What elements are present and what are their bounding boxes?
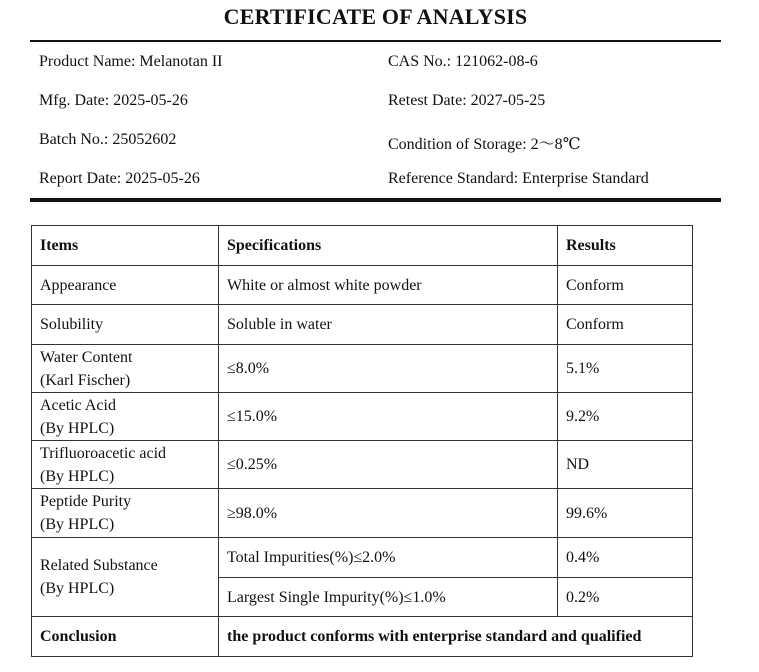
item-method: (Karl Fischer) [40, 371, 131, 389]
spec-cell: ≤0.25% [219, 441, 558, 489]
spec-cell: ≤8.0% [219, 345, 558, 393]
item-cell [32, 345, 219, 393]
spec-cell: Largest Single Impurity(%)≤1.0% [219, 578, 558, 617]
result-cell: Conform [558, 305, 693, 345]
result-cell: 0.2% [558, 578, 693, 617]
item-cell [32, 393, 219, 441]
table-row [32, 305, 693, 345]
analysis-table [31, 225, 693, 657]
conclusion-row [32, 617, 693, 657]
item-cell [32, 441, 219, 489]
spec-cell: Soluble in water [219, 305, 558, 345]
result-cell: 5.1% [558, 345, 693, 393]
item-cell: Appearance [32, 266, 219, 305]
spec-cell: ≤15.0% [219, 393, 558, 441]
item-name: Acetic Acid [40, 396, 116, 414]
table-row [32, 266, 693, 305]
table-row [32, 393, 693, 441]
batch-number: Batch No.: 25052602 [39, 131, 177, 148]
result-cell: ND [558, 441, 693, 489]
product-name: Product Name: Melanotan II [39, 53, 223, 70]
table-row [32, 345, 693, 393]
item-cell: Solubility [32, 305, 219, 345]
cas-number: CAS No.: 121062-08-6 [388, 53, 538, 70]
header-bottom-rule [30, 198, 721, 202]
table-row [32, 489, 693, 538]
item-name: Peptide Purity [40, 493, 132, 510]
item-name: Related Substance [40, 557, 158, 574]
header-top-rule [30, 40, 721, 42]
conclusion-label: Conclusion [32, 617, 219, 657]
item-method: (By HPLC) [40, 580, 115, 597]
item-cell [32, 538, 219, 617]
table-row [32, 538, 693, 578]
reference-standard: Reference Standard: Enterprise Standard [388, 170, 649, 187]
retest-date: Retest Date: 2027-05-25 [388, 92, 546, 109]
item-name: Water Content [40, 348, 133, 366]
spec-cell: ≥98.0% [219, 489, 558, 538]
item-name: Trifluoroacetic acid [40, 444, 167, 462]
header-results: Results [558, 226, 693, 266]
result-cell: 99.6% [558, 489, 693, 538]
item-method: (By HPLC) [40, 419, 115, 437]
storage-condition: Condition of Storage: 2～8℃ [388, 136, 581, 153]
document-title: CERTIFICATE OF ANALYSIS [223, 4, 528, 29]
mfg-date: Mfg. Date: 2025-05-26 [39, 92, 188, 109]
item-cell [32, 489, 219, 538]
conclusion-text: the product conforms with enterprise standard and qualified [219, 617, 693, 657]
spec-cell: Total Impurities(%)≤2.0% [219, 538, 558, 578]
header-specifications: Specifications [219, 226, 558, 266]
result-cell: 0.4% [558, 538, 693, 578]
header-items: Items [32, 226, 219, 266]
result-cell: Conform [558, 266, 693, 305]
report-date: Report Date: 2025-05-26 [39, 170, 200, 187]
spec-cell: White or almost white powder [219, 266, 558, 305]
item-method: (By HPLC) [40, 467, 115, 485]
table-header-row [32, 226, 693, 266]
table-row [32, 441, 693, 489]
result-cell: 9.2% [558, 393, 693, 441]
item-method: (By HPLC) [40, 516, 115, 533]
